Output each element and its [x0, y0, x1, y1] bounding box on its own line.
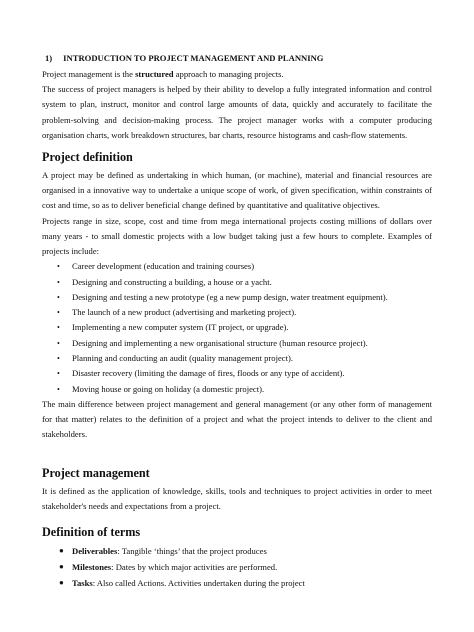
- project-management-paragraph: It is defined as the application of knowledge, skills, tools and techniques to project activities in order to meet stakeholder's needs and expectations from a project.: [42, 485, 432, 511]
- management-difference-paragraph: The main difference between project management and general management (or any other form of management for that matter) relates to the definition of a project and what the project intends to deliver to the client and stakeholders.: [42, 398, 432, 440]
- bullet-icon: •: [57, 277, 60, 287]
- list-item: [42, 382, 432, 397]
- list-item-text: Implementing a new computer system (IT project, or upgrade).: [72, 322, 289, 333]
- term-item: [42, 559, 432, 575]
- list-item: [42, 320, 432, 335]
- list-item: [42, 305, 432, 320]
- term-item: [42, 575, 432, 591]
- bullet-icon: •: [57, 262, 60, 272]
- list-item: [42, 351, 432, 366]
- project-examples-list: [42, 259, 432, 397]
- list-item: [42, 290, 432, 305]
- bullet-icon: ●: [59, 577, 64, 587]
- list-item-text: Planning and conducting an audit (quality management project).: [72, 353, 293, 364]
- section-title-text: INTRODUCTION TO PROJECT MANAGEMENT AND PLANNING: [63, 53, 324, 63]
- list-item-text: The launch of a new product (advertising and marketing project).: [72, 307, 297, 318]
- project-management-heading: Project management: [42, 465, 150, 480]
- intro-text-start: Project management is the: [42, 69, 136, 79]
- project-range-paragraph: Projects range in size, scope, cost and time from mega international projects costing millions of dollars over many years - to small domestic projects with a low budget taking just a few hours to complete. Examples of projects include:: [42, 215, 432, 257]
- bullet-icon: ●: [59, 561, 64, 571]
- term-name: Deliverables: [72, 545, 118, 556]
- list-item: [42, 259, 432, 274]
- term-description: : Also called Actions. Activities undertaken during the project: [92, 577, 305, 588]
- bullet-icon: ●: [59, 545, 64, 555]
- bullet-icon: •: [57, 354, 60, 364]
- bullet-icon: •: [57, 323, 60, 333]
- list-item-text: Designing and implementing a new organisational structure (human resource project).: [72, 337, 368, 348]
- term-description: : Dates by which major activities are performed.: [111, 561, 278, 572]
- intro-paragraph: The success of project managers is helped by their ability to develop a fully integrated information and control system to plan, instruct, monitor and control large amounts of data, quickly and accurately to facilitate the problem-solving and decision-making process. The project manager works with a computer producing organisation charts, work breakdown structures, bar charts, resource histograms and cash-flow statements.: [42, 84, 432, 140]
- list-item-text: Designing and testing a new prototype (eg a new pump design, water treatment equipment).: [72, 291, 388, 302]
- list-item-text: Career development (education and training courses): [72, 261, 255, 272]
- intro-bold-word: structured: [135, 69, 174, 79]
- document-content: [42, 52, 432, 591]
- list-item-text: Disaster recovery (limiting the damage of fires, floods or any type of accident).: [72, 368, 345, 379]
- term-item: [42, 543, 432, 559]
- term-name: Milestones: [72, 561, 112, 572]
- list-item: [42, 366, 432, 381]
- project-definition-heading: Project definition: [42, 150, 133, 165]
- section-title: [42, 52, 432, 65]
- intro-sentence: [42, 67, 432, 82]
- intro-text-end: approach to managing projects.: [173, 69, 284, 79]
- bullet-icon: •: [57, 384, 60, 394]
- bullet-icon: •: [57, 308, 60, 318]
- list-item: [42, 275, 432, 290]
- bullet-icon: •: [57, 369, 60, 379]
- term-name: Tasks: [72, 577, 93, 588]
- section-number: 1): [45, 53, 53, 63]
- project-definition-paragraph: A project may be defined as undertaking in which human, (or machine), material and financial resources are organised in a innovative way to undertake a unique scope of work, of given specification, within constraints of cost and time, so as to deliver beneficial change defined by quantitative and qualitative objectives.: [42, 170, 432, 211]
- bullet-icon: •: [57, 338, 60, 348]
- list-item-text: Designing and constructing a building, a house or a yacht.: [72, 276, 272, 287]
- definition-of-terms-heading: Definition of terms: [42, 524, 141, 539]
- list-item-text: Moving house or going on holiday (a domestic project).: [72, 383, 265, 394]
- bullet-icon: •: [57, 292, 60, 302]
- list-item: [42, 336, 432, 351]
- terms-list: [42, 543, 432, 591]
- term-description: : Tangible ‘things’ that the project produces: [117, 545, 267, 556]
